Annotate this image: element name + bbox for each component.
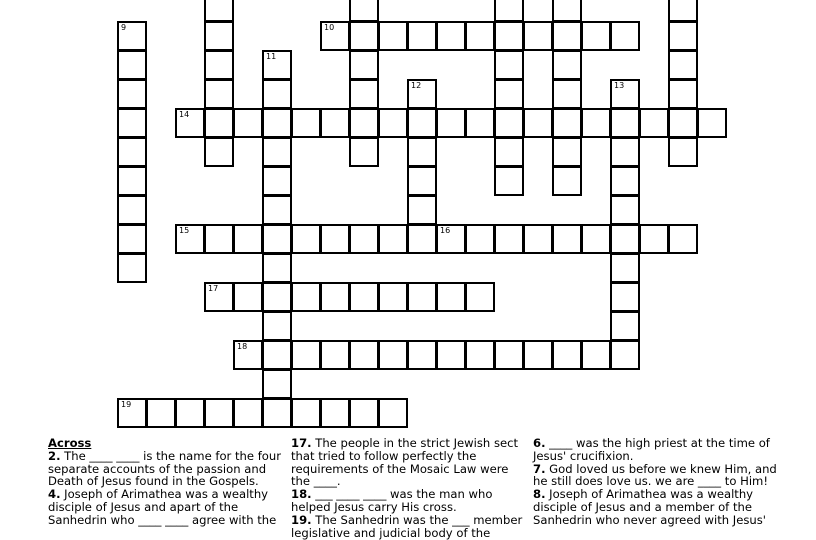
grid-cell[interactable] bbox=[523, 224, 553, 254]
grid-cell[interactable] bbox=[552, 137, 582, 167]
grid-cell[interactable] bbox=[175, 398, 205, 428]
grid-cell[interactable] bbox=[552, 21, 582, 51]
grid-cell[interactable] bbox=[349, 340, 379, 370]
cell-number: 15 bbox=[179, 226, 190, 235]
clue-across-17 bbox=[291, 437, 527, 488]
grid-cell[interactable] bbox=[494, 79, 524, 109]
grid-cell[interactable] bbox=[610, 253, 640, 283]
grid-cell[interactable] bbox=[117, 253, 147, 283]
clue-down-8 bbox=[533, 488, 777, 526]
grid-cell[interactable] bbox=[552, 340, 582, 370]
grid-cell[interactable] bbox=[523, 340, 553, 370]
grid-cell[interactable] bbox=[581, 21, 611, 51]
cell-number: 13 bbox=[614, 81, 625, 90]
grid-cell[interactable] bbox=[407, 166, 437, 196]
grid-cell[interactable] bbox=[639, 108, 669, 138]
cell-number: 18 bbox=[237, 342, 248, 351]
clue-text: ____ was the high priest at the time of Jesus' crucifixion. bbox=[533, 436, 770, 463]
grid-cell[interactable] bbox=[668, 79, 698, 109]
grid-cell[interactable] bbox=[349, 282, 379, 312]
grid-cell[interactable] bbox=[117, 195, 147, 225]
grid-cell[interactable] bbox=[639, 224, 669, 254]
grid-cell[interactable] bbox=[204, 21, 234, 51]
grid-cell[interactable] bbox=[262, 369, 292, 399]
grid-cell[interactable] bbox=[262, 253, 292, 283]
grid-cell[interactable] bbox=[465, 282, 495, 312]
grid-cell[interactable] bbox=[407, 21, 437, 51]
grid-cell[interactable] bbox=[552, 108, 582, 138]
clue-across-18 bbox=[291, 488, 527, 514]
grid-cell[interactable] bbox=[610, 224, 640, 254]
clue-across-2 bbox=[48, 450, 284, 488]
grid-cell[interactable] bbox=[233, 224, 263, 254]
grid-cell[interactable] bbox=[291, 108, 321, 138]
grid-cell[interactable] bbox=[494, 340, 524, 370]
grid-cell[interactable] bbox=[320, 282, 350, 312]
clue-text: The ____ ____ is the name for the four separate accounts of the passion and Death of Jesus found in the Gospels. bbox=[48, 448, 282, 489]
grid-cell[interactable] bbox=[320, 21, 350, 51]
grid-cell[interactable] bbox=[233, 340, 263, 370]
grid-cell[interactable] bbox=[204, 79, 234, 109]
clue-text: God loved us before we knew Him, and he still does love us. we are ____ to Him! bbox=[533, 461, 777, 489]
grid-cell[interactable] bbox=[378, 224, 408, 254]
grid-cell[interactable] bbox=[262, 108, 292, 138]
grid-cell[interactable] bbox=[407, 340, 437, 370]
grid-cell[interactable] bbox=[320, 108, 350, 138]
grid-cell[interactable] bbox=[407, 195, 437, 225]
grid-cell[interactable] bbox=[610, 166, 640, 196]
grid-cell[interactable] bbox=[262, 311, 292, 341]
grid-cell[interactable] bbox=[668, 137, 698, 167]
grid-cell[interactable] bbox=[320, 340, 350, 370]
grid-cell[interactable] bbox=[262, 195, 292, 225]
grid-cell[interactable] bbox=[349, 79, 379, 109]
grid-cell[interactable] bbox=[494, 50, 524, 80]
grid-cell[interactable] bbox=[262, 137, 292, 167]
grid-cell[interactable] bbox=[378, 340, 408, 370]
grid-cell[interactable] bbox=[407, 282, 437, 312]
cell-number: 12 bbox=[411, 81, 422, 90]
clue-text: The people in the strict Jewish sect that tried to follow perfectly the requirements of the Mosaic Law were the ____. bbox=[291, 436, 519, 489]
clue-number: 2. bbox=[48, 448, 61, 463]
grid-cell[interactable] bbox=[552, 166, 582, 196]
grid-cell[interactable] bbox=[204, 398, 234, 428]
grid-cell[interactable] bbox=[117, 166, 147, 196]
grid-cell[interactable] bbox=[697, 108, 727, 138]
grid-cell[interactable] bbox=[262, 50, 292, 80]
grid-cell[interactable] bbox=[668, 108, 698, 138]
grid-cell[interactable] bbox=[436, 282, 466, 312]
grid-cell[interactable] bbox=[668, 50, 698, 80]
clue-number: 8. bbox=[533, 487, 546, 502]
grid-cell[interactable] bbox=[378, 398, 408, 428]
grid-cell[interactable] bbox=[610, 340, 640, 370]
grid-cell[interactable] bbox=[407, 108, 437, 138]
grid-cell[interactable] bbox=[233, 398, 263, 428]
grid-cell[interactable] bbox=[117, 108, 147, 138]
clue-down-7 bbox=[533, 463, 777, 489]
grid-cell[interactable] bbox=[233, 282, 263, 312]
grid-cell[interactable] bbox=[494, 137, 524, 167]
grid-cell[interactable] bbox=[175, 108, 205, 138]
grid-cell[interactable] bbox=[610, 79, 640, 109]
cell-number: 17 bbox=[208, 284, 219, 293]
grid-cell[interactable] bbox=[465, 224, 495, 254]
cell-number: 14 bbox=[179, 110, 190, 119]
clue-number: 18. bbox=[291, 487, 312, 502]
grid-cell[interactable] bbox=[465, 108, 495, 138]
grid-cell[interactable] bbox=[378, 21, 408, 51]
grid-cell[interactable] bbox=[552, 0, 582, 22]
clue-across-4 bbox=[48, 488, 284, 526]
grid-cell[interactable] bbox=[117, 224, 147, 254]
grid-cell[interactable] bbox=[436, 21, 466, 51]
grid-cell[interactable] bbox=[262, 166, 292, 196]
grid-cell[interactable] bbox=[610, 282, 640, 312]
grid-cell[interactable] bbox=[581, 224, 611, 254]
grid-cell[interactable] bbox=[320, 398, 350, 428]
grid-cell[interactable] bbox=[668, 0, 698, 22]
grid-cell[interactable] bbox=[610, 137, 640, 167]
grid-cell[interactable] bbox=[436, 340, 466, 370]
grid-cell[interactable] bbox=[349, 224, 379, 254]
grid-cell[interactable] bbox=[349, 21, 379, 51]
grid-cell[interactable] bbox=[610, 195, 640, 225]
clue-text: The Sanhedrin was the ___ member legislative and judicial body of the bbox=[291, 512, 523, 540]
grid-cell[interactable] bbox=[610, 108, 640, 138]
clue-number: 4. bbox=[48, 487, 61, 502]
clue-across-19 bbox=[291, 514, 527, 540]
grid-cell[interactable] bbox=[523, 21, 553, 51]
clues-column-2 bbox=[291, 437, 527, 539]
grid-cell[interactable] bbox=[494, 0, 524, 22]
grid-cell[interactable] bbox=[552, 224, 582, 254]
grid-cell[interactable] bbox=[320, 224, 350, 254]
grid-cell[interactable] bbox=[349, 137, 379, 167]
cell-number: 9 bbox=[121, 23, 127, 32]
grid-cell[interactable] bbox=[436, 108, 466, 138]
grid-cell[interactable] bbox=[146, 398, 176, 428]
grid-cell[interactable] bbox=[349, 50, 379, 80]
grid-cell[interactable] bbox=[291, 340, 321, 370]
grid-cell[interactable] bbox=[262, 340, 292, 370]
grid-cell[interactable] bbox=[349, 398, 379, 428]
grid-cell[interactable] bbox=[117, 21, 147, 51]
grid-cell[interactable] bbox=[291, 398, 321, 428]
across-heading: Across bbox=[48, 436, 92, 450]
grid-cell[interactable] bbox=[117, 398, 147, 428]
grid-cell[interactable] bbox=[407, 79, 437, 109]
grid-cell[interactable] bbox=[668, 21, 698, 51]
cell-number: 10 bbox=[324, 23, 335, 32]
grid-cell[interactable] bbox=[378, 108, 408, 138]
grid-cell[interactable] bbox=[465, 340, 495, 370]
cell-number: 16 bbox=[440, 226, 451, 235]
grid-cell[interactable] bbox=[610, 21, 640, 51]
clue-text: ___ ____ ____ was the man who helped Jesus carry His cross. bbox=[291, 487, 493, 514]
clue-number: 19. bbox=[291, 512, 312, 527]
grid-cell[interactable] bbox=[581, 340, 611, 370]
grid-cell[interactable] bbox=[204, 108, 234, 138]
clue-number: 7. bbox=[533, 461, 546, 476]
clues-column-3 bbox=[533, 437, 777, 527]
grid-cell[interactable] bbox=[494, 166, 524, 196]
grid-cell[interactable] bbox=[262, 79, 292, 109]
grid-cell[interactable] bbox=[117, 79, 147, 109]
grid-cell[interactable] bbox=[204, 224, 234, 254]
grid-cell[interactable] bbox=[349, 108, 379, 138]
clue-text: Joseph of Arimathea was a wealthy disciple of Jesus and a member of the Sanhedrin who never agreed with Jesus' bbox=[533, 487, 766, 527]
grid-cell[interactable] bbox=[436, 224, 466, 254]
grid-cell[interactable] bbox=[175, 224, 205, 254]
grid-cell[interactable] bbox=[204, 282, 234, 312]
grid-cell[interactable] bbox=[262, 398, 292, 428]
grid-cell[interactable] bbox=[407, 137, 437, 167]
grid-cell[interactable] bbox=[610, 311, 640, 341]
grid-cell[interactable] bbox=[465, 21, 495, 51]
grid-cell[interactable] bbox=[552, 50, 582, 80]
grid-cell[interactable] bbox=[407, 224, 437, 254]
grid-cell[interactable] bbox=[117, 137, 147, 167]
grid-cell[interactable] bbox=[581, 108, 611, 138]
grid-cell[interactable] bbox=[262, 224, 292, 254]
cell-number: 19 bbox=[121, 400, 132, 409]
cell-number: 11 bbox=[266, 52, 277, 61]
grid-cell[interactable] bbox=[494, 108, 524, 138]
clue-number: 17. bbox=[291, 436, 312, 450]
clue-down-6 bbox=[533, 437, 777, 463]
grid-cell[interactable] bbox=[117, 50, 147, 80]
grid-cell[interactable] bbox=[552, 79, 582, 109]
grid-cell[interactable] bbox=[204, 0, 234, 22]
grid-cell[interactable] bbox=[262, 282, 292, 312]
grid-cell[interactable] bbox=[494, 21, 524, 51]
clue-text: Joseph of Arimathea was a wealthy disciple of Jesus and apart of the Sanhedrin who ____ ____ agree with the bbox=[48, 487, 277, 527]
grid-cell[interactable] bbox=[668, 224, 698, 254]
clues-section bbox=[0, 436, 816, 540]
grid-cell[interactable] bbox=[378, 282, 408, 312]
grid-cell[interactable] bbox=[204, 50, 234, 80]
grid-cell[interactable] bbox=[349, 0, 379, 22]
grid-cell[interactable] bbox=[291, 282, 321, 312]
grid-cell[interactable] bbox=[291, 224, 321, 254]
grid-cell[interactable] bbox=[523, 108, 553, 138]
clue-number: 6. bbox=[533, 436, 546, 450]
clues-column-1 bbox=[48, 437, 284, 527]
grid-cell[interactable] bbox=[494, 224, 524, 254]
grid-cell[interactable] bbox=[233, 108, 263, 138]
grid-cell[interactable] bbox=[204, 137, 234, 167]
